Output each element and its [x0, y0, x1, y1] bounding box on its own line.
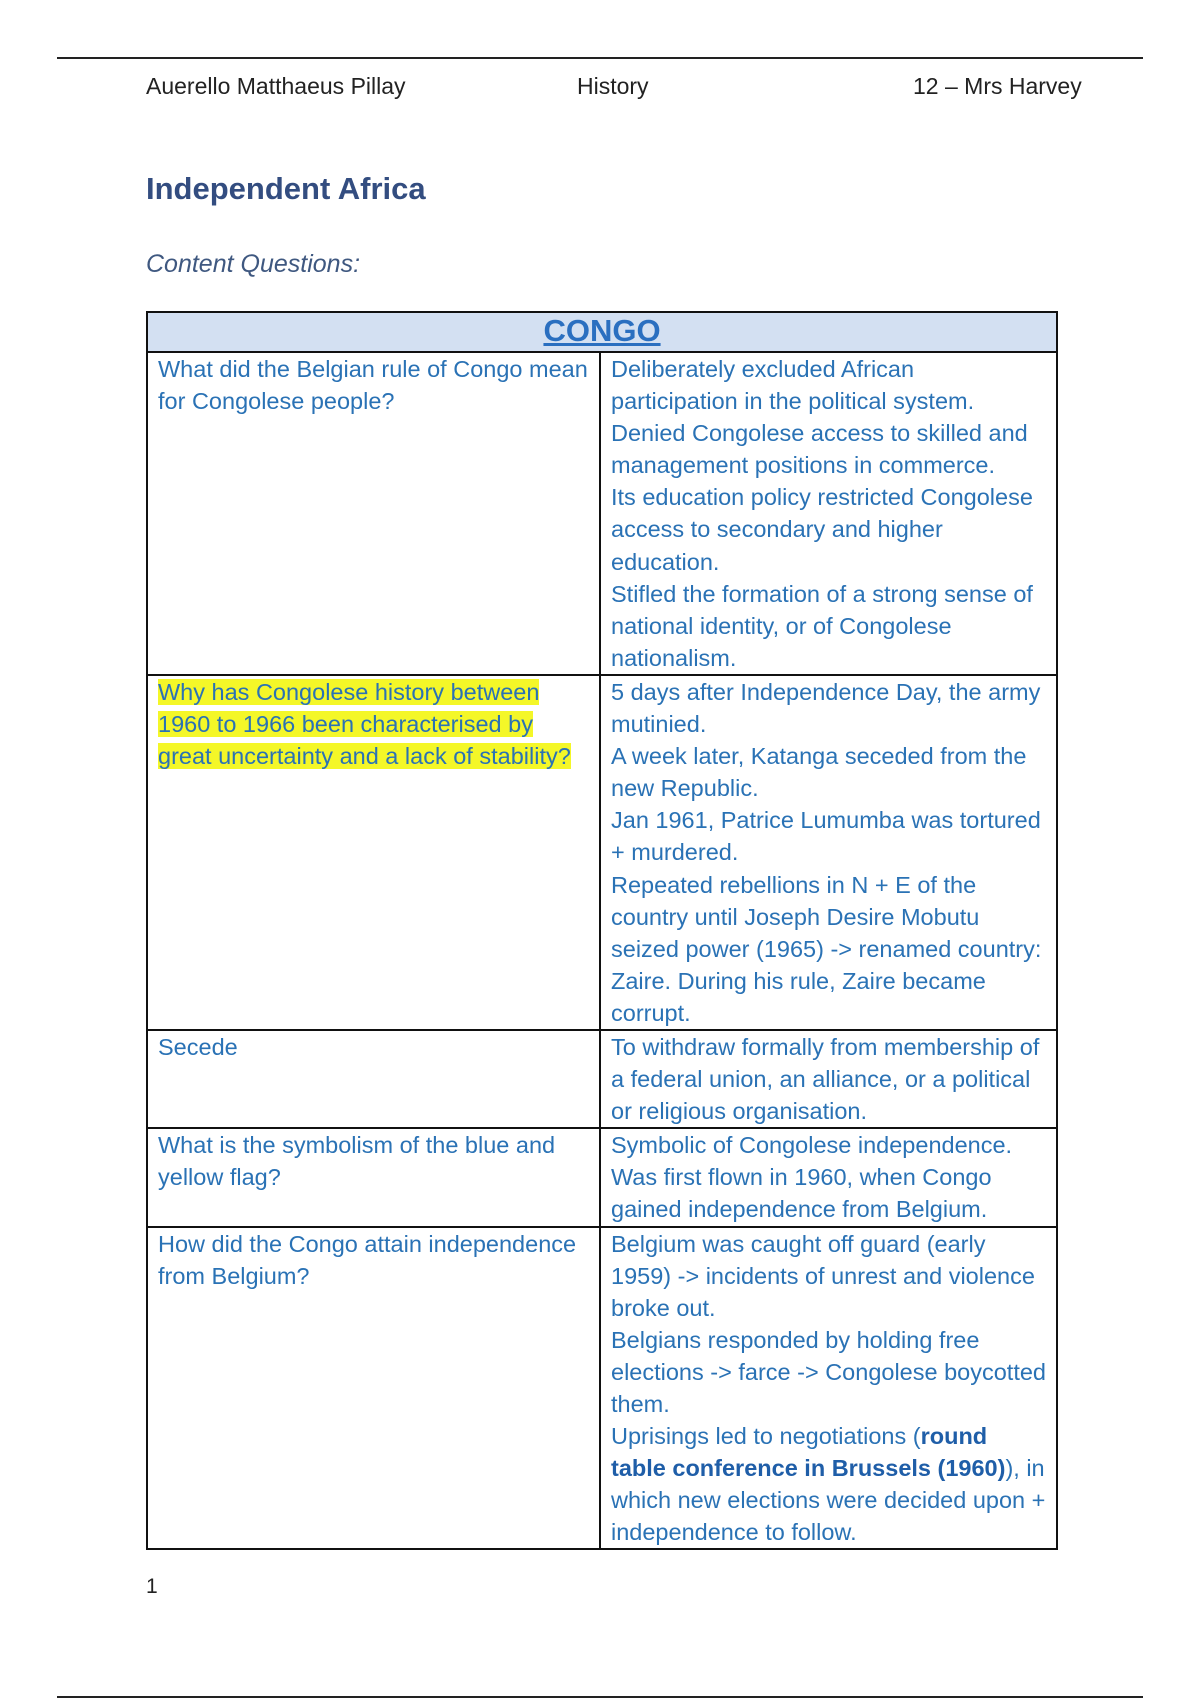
section-title: CONGO — [543, 313, 661, 348]
answer-cell — [600, 675, 1057, 1030]
question-text: Secede — [158, 1033, 238, 1060]
answer-line: Jan 1961, Patrice Lumumba was tortured + murdered. — [611, 807, 1041, 866]
answer-cell — [600, 1030, 1057, 1128]
table-row — [147, 352, 1057, 675]
question-text: What is the symbolism of the blue and yellow flag? — [158, 1132, 556, 1191]
table-row — [147, 1030, 1057, 1128]
table-row — [147, 1227, 1057, 1550]
answer-line: Deliberately excluded African participation in the political system. — [611, 356, 975, 415]
top-rule — [57, 57, 1143, 59]
answer-text-before: Uprisings led to negotiations ( — [611, 1423, 921, 1450]
header-author: Auerello Matthaeus Pillay — [146, 73, 406, 99]
question-text: What did the Belgian rule of Congo mean for Congolese people? — [158, 356, 588, 415]
question-cell — [147, 1128, 600, 1226]
question-cell — [147, 1030, 600, 1128]
answer-cell — [600, 1128, 1057, 1226]
answer-line: To withdraw formally from membership of a federal union, an alliance, or a political or religious organisation. — [611, 1033, 1040, 1125]
answer-line: Belgium was caught off guard (early 1959) -> incidents of unrest and violence broke out. — [611, 1230, 1035, 1321]
answer-line-with-bold — [611, 1420, 1046, 1548]
answer-cell — [600, 1227, 1057, 1550]
answer-line: A week later, Katanga seceded from the new Republic. — [611, 743, 1027, 802]
section-header — [147, 312, 1057, 352]
answer-line: Belgians responded by holding free elections -> farce -> Congolese boycotted them. — [611, 1326, 1047, 1417]
document-title: Independent Africa — [146, 171, 426, 206]
answer-line: Repeated rebellions in N + E of the country until Joseph Desire Mobutu seized power (1965) -> renamed country: Zaire. During his rule, Zaire became corrupt. — [611, 871, 1042, 1026]
answer-line: Stifled the formation of a strong sense of national identity, or of Congolese nationalism. — [611, 580, 1033, 671]
question-cell — [147, 1227, 600, 1550]
highlighted-question-text: Why has Congolese history between 1960 to 1966 been characterised by great uncertainty and a lack of stability? — [158, 678, 571, 770]
answer-line: Its education policy restricted Congolese access to secondary and higher education. — [611, 484, 1033, 575]
answer-line: Symbolic of Congolese independence. Was first flown in 1960, when Congo gained independence from Belgium. — [611, 1132, 1013, 1223]
answer-text-after: ), in which new elections were decided upon + independence to follow. — [611, 1455, 1046, 1546]
document-subtitle: Content Questions: — [146, 250, 361, 278]
answer-cell — [600, 352, 1057, 675]
header-class: 12 – Mrs Harvey — [913, 73, 1082, 99]
header-subject: History — [577, 73, 649, 99]
table-header-row — [147, 312, 1057, 352]
table-row — [147, 1128, 1057, 1226]
answer-line: 5 days after Independence Day, the army mutinied. — [611, 678, 1041, 738]
question-cell — [147, 675, 600, 1030]
question-cell — [147, 352, 600, 675]
bottom-rule — [57, 1696, 1143, 1698]
answer-bold-text: round table conference in Brussels (1960) — [611, 1423, 1006, 1482]
page-number: 1 — [146, 1575, 158, 1598]
question-text: How did the Congo attain independence from Belgium? — [158, 1230, 577, 1289]
table-row — [147, 675, 1057, 1030]
congo-question-table — [146, 311, 1058, 1550]
answer-line: Denied Congolese access to skilled and management positions in commerce. — [611, 420, 1028, 479]
